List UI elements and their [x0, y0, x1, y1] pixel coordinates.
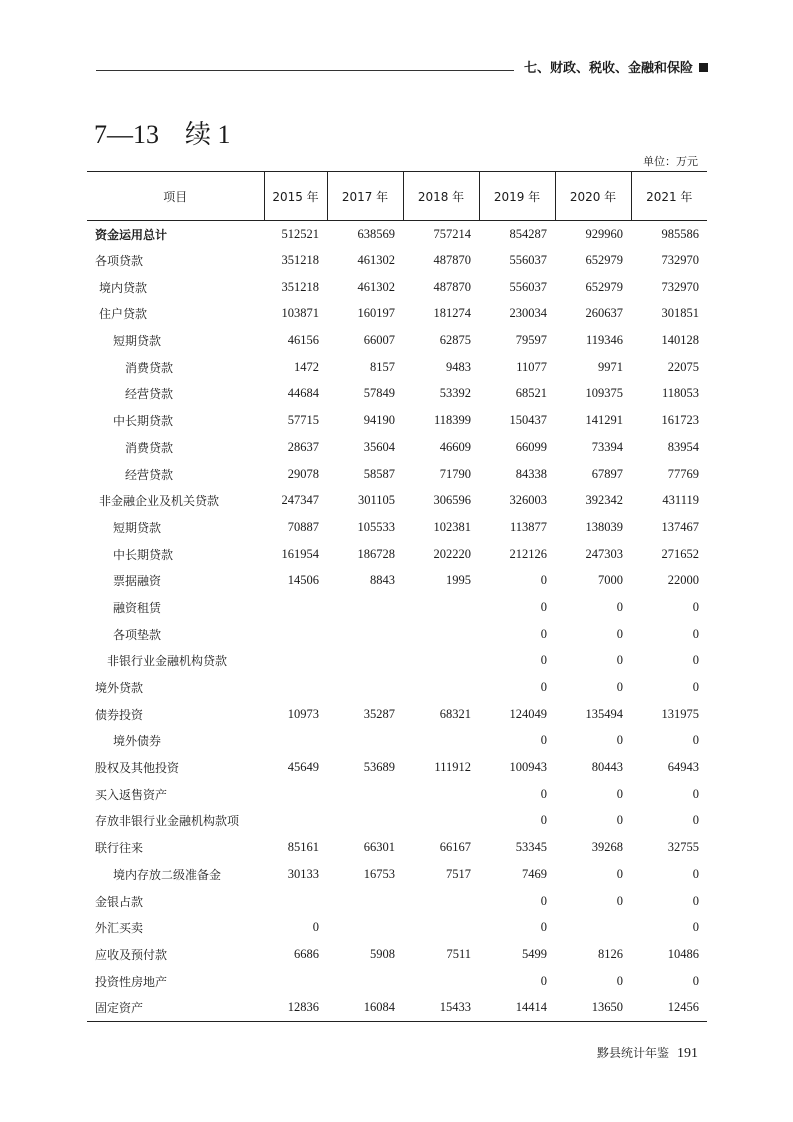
- cell-value: 15433: [403, 994, 479, 1021]
- cell-value: 131975: [661, 706, 699, 721]
- section-square-icon: [699, 63, 708, 72]
- cell-value: 83954: [667, 439, 699, 454]
- header-rule: [96, 70, 514, 71]
- cell-value: 16084: [327, 994, 403, 1021]
- header-row: [87, 172, 707, 221]
- cell-value: 638569: [357, 226, 395, 241]
- cell-value: 161954: [281, 546, 319, 561]
- cell-value: 66301: [363, 840, 395, 855]
- table-row: [87, 381, 707, 408]
- table-row: [87, 461, 707, 488]
- cell-value: 28637: [287, 439, 319, 454]
- cell-value: 8126: [598, 946, 623, 961]
- table-row: [87, 941, 707, 968]
- row-label: 境外贷款: [95, 681, 144, 696]
- cell-value: [264, 648, 327, 675]
- cell-value: 124049: [509, 706, 547, 721]
- cell-value: 10486: [667, 946, 699, 961]
- cell-value: [403, 968, 479, 995]
- cell-value: 985586: [661, 226, 699, 241]
- cell-value: 6686: [294, 946, 319, 961]
- cell-value: 39268: [591, 840, 623, 855]
- cell-value: 0: [692, 920, 699, 935]
- cell-value: 0: [692, 866, 699, 881]
- cell-value: [264, 728, 327, 755]
- cell-value: 64943: [667, 760, 699, 775]
- table-row: [87, 781, 707, 808]
- cell-value: [403, 674, 479, 701]
- cell-value: 8843: [370, 573, 395, 588]
- cell-value: 118399: [433, 413, 471, 428]
- cell-value: [327, 968, 403, 995]
- row-label: 各项贷款: [95, 254, 144, 269]
- cell-value: 105533: [357, 519, 395, 534]
- table-row: [87, 808, 707, 835]
- cell-value: 0: [540, 680, 547, 695]
- cell-value: 66007: [363, 333, 395, 348]
- cell-value: 0: [616, 680, 623, 695]
- column-header-2015: 2015 年: [264, 172, 327, 221]
- cell-value: [327, 781, 403, 808]
- cell-value: 0: [616, 866, 623, 881]
- cell-value: 73394: [591, 439, 623, 454]
- cell-value: 14414: [479, 994, 555, 1021]
- cell-value: 10973: [287, 706, 319, 721]
- footer-book-title: 黟县统计年鉴: [596, 1046, 669, 1060]
- cell-value: [264, 594, 327, 621]
- row-label: 融资租赁: [113, 600, 162, 615]
- cell-value: 16753: [363, 866, 395, 881]
- table-row: [87, 487, 707, 514]
- table-row: [87, 754, 707, 781]
- row-label: 经营贷款: [125, 467, 174, 482]
- cell-value: 0: [692, 733, 699, 748]
- table-row: [87, 674, 707, 701]
- table-row: [87, 514, 707, 541]
- cell-value: 7469: [522, 866, 547, 881]
- cell-value: 71790: [439, 466, 471, 481]
- row-label: 债券投资: [95, 707, 144, 722]
- table-row: [87, 301, 707, 328]
- cell-value: 512521: [281, 226, 319, 241]
- table-row: [87, 327, 707, 354]
- cell-value: 5908: [370, 946, 395, 961]
- cell-value: 79597: [515, 333, 547, 348]
- cell-value: [403, 888, 479, 915]
- table-row: [87, 621, 707, 648]
- table-row: [87, 354, 707, 381]
- cell-value: 53689: [363, 760, 395, 775]
- cell-value: 487870: [433, 253, 471, 268]
- cell-value: [327, 621, 403, 648]
- cell-value: 0: [616, 653, 623, 668]
- cell-value: 7517: [446, 866, 471, 881]
- cell-value: 80443: [591, 760, 623, 775]
- cell-value: [327, 808, 403, 835]
- cell-value: 58587: [363, 466, 395, 481]
- row-label: 中长期贷款: [113, 414, 174, 429]
- table-row: [87, 567, 707, 594]
- cell-value: 0: [540, 920, 547, 935]
- cell-value: 0: [692, 626, 699, 641]
- cell-value: 46156: [287, 333, 319, 348]
- table-row: [87, 221, 707, 248]
- unit-label: 单位：万元: [643, 155, 698, 168]
- cell-value: 46609: [439, 439, 471, 454]
- cell-value: 8157: [370, 359, 395, 374]
- cell-value: 202220: [433, 546, 471, 561]
- cell-value: 66099: [515, 439, 547, 454]
- row-label: 联行往来: [95, 841, 144, 856]
- cell-value: 0: [540, 973, 547, 988]
- row-label: 非银行业金融机构贷款: [107, 654, 228, 669]
- table-header: [87, 172, 707, 221]
- column-header-2017: 2017 年: [327, 172, 403, 221]
- cell-value: 9971: [598, 359, 623, 374]
- cell-value: 62875: [439, 333, 471, 348]
- cell-value: 135494: [585, 706, 623, 721]
- cell-value: 0: [540, 626, 547, 641]
- cell-value: 556037: [509, 279, 547, 294]
- row-label: 买入返售资产: [95, 787, 168, 802]
- cell-value: 0: [616, 786, 623, 801]
- cell-value: 1995: [446, 573, 471, 588]
- cell-value: 103871: [281, 306, 319, 321]
- column-header-2021: 2021 年: [631, 172, 707, 221]
- cell-value: 45649: [287, 760, 319, 775]
- row-label: 应收及预付款: [95, 947, 168, 962]
- cell-value: 0: [692, 599, 699, 614]
- cell-value: [264, 808, 327, 835]
- row-label: 短期贷款: [113, 520, 162, 535]
- cell-value: 30133: [287, 866, 319, 881]
- cell-value: 22075: [667, 359, 699, 374]
- cell-value: 111912: [434, 760, 471, 775]
- cell-value: 929960: [585, 226, 623, 241]
- cell-value: 0: [540, 786, 547, 801]
- cell-value: 5499: [522, 946, 547, 961]
- cell-value: 0: [616, 973, 623, 988]
- cell-value: 0: [692, 680, 699, 695]
- cell-value: 247303: [585, 546, 623, 561]
- cell-value: 14506: [287, 573, 319, 588]
- row-label: 外汇买卖: [95, 921, 144, 936]
- table-row: [87, 701, 707, 728]
- cell-value: 392342: [585, 493, 623, 508]
- cell-value: 301105: [357, 493, 395, 508]
- row-label: 非金融企业及机关贷款: [99, 494, 220, 509]
- cell-value: [403, 621, 479, 648]
- cell-value: 0: [692, 893, 699, 908]
- cell-value: 138039: [585, 519, 623, 534]
- column-header-item: 项目: [87, 172, 264, 221]
- cell-value: 326003: [509, 493, 547, 508]
- cell-value: [264, 621, 327, 648]
- cell-value: 461302: [357, 253, 395, 268]
- cell-value: 11077: [516, 359, 547, 374]
- row-label: 投资性房地产: [95, 974, 168, 989]
- cell-value: [403, 594, 479, 621]
- cell-value: 150437: [509, 413, 547, 428]
- cell-value: 140128: [661, 333, 699, 348]
- table-row: [87, 861, 707, 888]
- row-label: 经营贷款: [125, 387, 174, 402]
- cell-value: [264, 781, 327, 808]
- row-label: 境内贷款: [99, 280, 148, 295]
- table-row: [87, 728, 707, 755]
- cell-value: 652979: [585, 279, 623, 294]
- table-row: [87, 914, 707, 941]
- cell-value: 0: [692, 786, 699, 801]
- data-table: [87, 171, 707, 1022]
- cell-value: [403, 781, 479, 808]
- table-row: [87, 834, 707, 861]
- cell-value: 102381: [433, 519, 471, 534]
- cell-value: 53392: [439, 386, 471, 401]
- cell-value: 161723: [661, 413, 699, 428]
- cell-value: 301851: [661, 306, 699, 321]
- cell-value: 44684: [287, 386, 319, 401]
- cell-value: 7511: [446, 946, 471, 961]
- table-row: [87, 247, 707, 274]
- cell-value: 57715: [287, 413, 319, 428]
- cell-value: 70887: [287, 519, 319, 534]
- cell-value: 556037: [509, 253, 547, 268]
- row-label: 资金运用总计: [95, 227, 168, 242]
- cell-value: 487870: [433, 279, 471, 294]
- cell-value: 0: [540, 573, 547, 588]
- row-label: 住户贷款: [99, 307, 148, 322]
- table-row: [87, 994, 707, 1021]
- row-label: 股权及其他投资: [95, 761, 180, 776]
- table-title: 7—13 续 1: [94, 120, 231, 149]
- cell-value: 0: [616, 813, 623, 828]
- row-label: 固定资产: [87, 994, 264, 1021]
- table-row: [87, 274, 707, 301]
- cell-value: 247347: [281, 493, 319, 508]
- row-label: 消费贷款: [125, 360, 174, 375]
- cell-value: 0: [540, 599, 547, 614]
- table-row: [87, 968, 707, 995]
- cell-value: 57849: [363, 386, 395, 401]
- cell-value: 732970: [661, 279, 699, 294]
- cell-value: 35287: [363, 706, 395, 721]
- table-row: [87, 434, 707, 461]
- row-label: 短期贷款: [113, 334, 162, 349]
- table-row: [87, 407, 707, 434]
- cell-value: 113877: [509, 519, 547, 534]
- cell-value: [403, 728, 479, 755]
- table-row: [87, 888, 707, 915]
- cell-value: 137467: [661, 519, 699, 534]
- row-label: 消费贷款: [125, 440, 174, 455]
- cell-value: 77769: [667, 466, 699, 481]
- cell-value: 1472: [294, 359, 319, 374]
- row-label: 存放非银行业金融机构款项: [95, 814, 240, 829]
- cell-value: 35604: [363, 439, 395, 454]
- row-label: 金银占款: [95, 894, 144, 909]
- cell-value: [403, 648, 479, 675]
- table-row: [87, 541, 707, 568]
- cell-value: [264, 674, 327, 701]
- cell-value: 757214: [433, 226, 471, 241]
- cell-value: 7000: [598, 573, 623, 588]
- cell-value: 0: [616, 626, 623, 641]
- cell-value: [327, 594, 403, 621]
- cell-value: 0: [540, 893, 547, 908]
- cell-value: [327, 648, 403, 675]
- cell-value: 0: [540, 813, 547, 828]
- cell-value: 0: [616, 893, 623, 908]
- cell-value: [403, 808, 479, 835]
- cell-value: 0: [540, 653, 547, 668]
- cell-value: 12836: [264, 994, 327, 1021]
- cell-value: 100943: [509, 760, 547, 775]
- cell-value: 85161: [287, 840, 319, 855]
- cell-value: [264, 888, 327, 915]
- cell-value: 68521: [515, 386, 547, 401]
- cell-value: 53345: [515, 840, 547, 855]
- cell-value: [327, 888, 403, 915]
- row-label: 境内存放二级准备金: [113, 867, 222, 882]
- cell-value: 32755: [667, 840, 699, 855]
- cell-value: 431119: [662, 493, 699, 508]
- cell-value: 461302: [357, 279, 395, 294]
- column-header-2018: 2018 年: [403, 172, 479, 221]
- cell-value: 29078: [287, 466, 319, 481]
- cell-value: 0: [692, 653, 699, 668]
- row-label: 票据融资: [113, 574, 162, 589]
- cell-value: 212126: [509, 546, 547, 561]
- cell-value: 84338: [515, 466, 547, 481]
- cell-value: 351218: [281, 279, 319, 294]
- cell-value: 260637: [585, 306, 623, 321]
- cell-value: 230034: [509, 306, 547, 321]
- table-body: [87, 221, 707, 1022]
- cell-value: 109375: [585, 386, 623, 401]
- cell-value: 9483: [446, 359, 471, 374]
- page-number: 191: [677, 1046, 698, 1061]
- cell-value: 0: [692, 813, 699, 828]
- cell-value: 0: [692, 973, 699, 988]
- cell-value: 0: [312, 920, 319, 935]
- column-header-2020: 2020 年: [555, 172, 631, 221]
- section-title-text: 七、财政、税收、金融和保险: [524, 61, 694, 76]
- cell-value: 186728: [357, 546, 395, 561]
- cell-value: 67897: [591, 466, 623, 481]
- cell-value: 118053: [661, 386, 699, 401]
- row-label: 境外债券: [113, 734, 162, 749]
- cell-value: 652979: [585, 253, 623, 268]
- cell-value: 22000: [667, 573, 699, 588]
- table-row: [87, 648, 707, 675]
- cell-value: 351218: [281, 253, 319, 268]
- cell-value: 13650: [555, 994, 631, 1021]
- cell-value: 160197: [357, 306, 395, 321]
- cell-value: 0: [616, 599, 623, 614]
- cell-value: [327, 914, 403, 941]
- cell-value: 66167: [439, 840, 471, 855]
- cell-value: 68321: [439, 706, 471, 721]
- cell-value: 119346: [585, 333, 623, 348]
- cell-value: 181274: [433, 306, 471, 321]
- cell-value: [327, 674, 403, 701]
- cell-value: [264, 968, 327, 995]
- cell-value: 12456: [631, 994, 707, 1021]
- row-label: 中长期贷款: [113, 547, 174, 562]
- cell-value: 94190: [363, 413, 395, 428]
- cell-value: 306596: [433, 493, 471, 508]
- table-row: [87, 594, 707, 621]
- cell-value: 271652: [661, 546, 699, 561]
- row-label: 各项垫款: [113, 627, 162, 642]
- cell-value: [555, 914, 631, 941]
- cell-value: [327, 728, 403, 755]
- page-footer: [597, 1044, 698, 1062]
- cell-value: 854287: [509, 226, 547, 241]
- cell-value: 0: [540, 733, 547, 748]
- section-title: [524, 57, 708, 76]
- column-header-2019: 2019 年: [479, 172, 555, 221]
- cell-value: 0: [616, 733, 623, 748]
- cell-value: [403, 914, 479, 941]
- cell-value: 732970: [661, 253, 699, 268]
- cell-value: 141291: [585, 413, 623, 428]
